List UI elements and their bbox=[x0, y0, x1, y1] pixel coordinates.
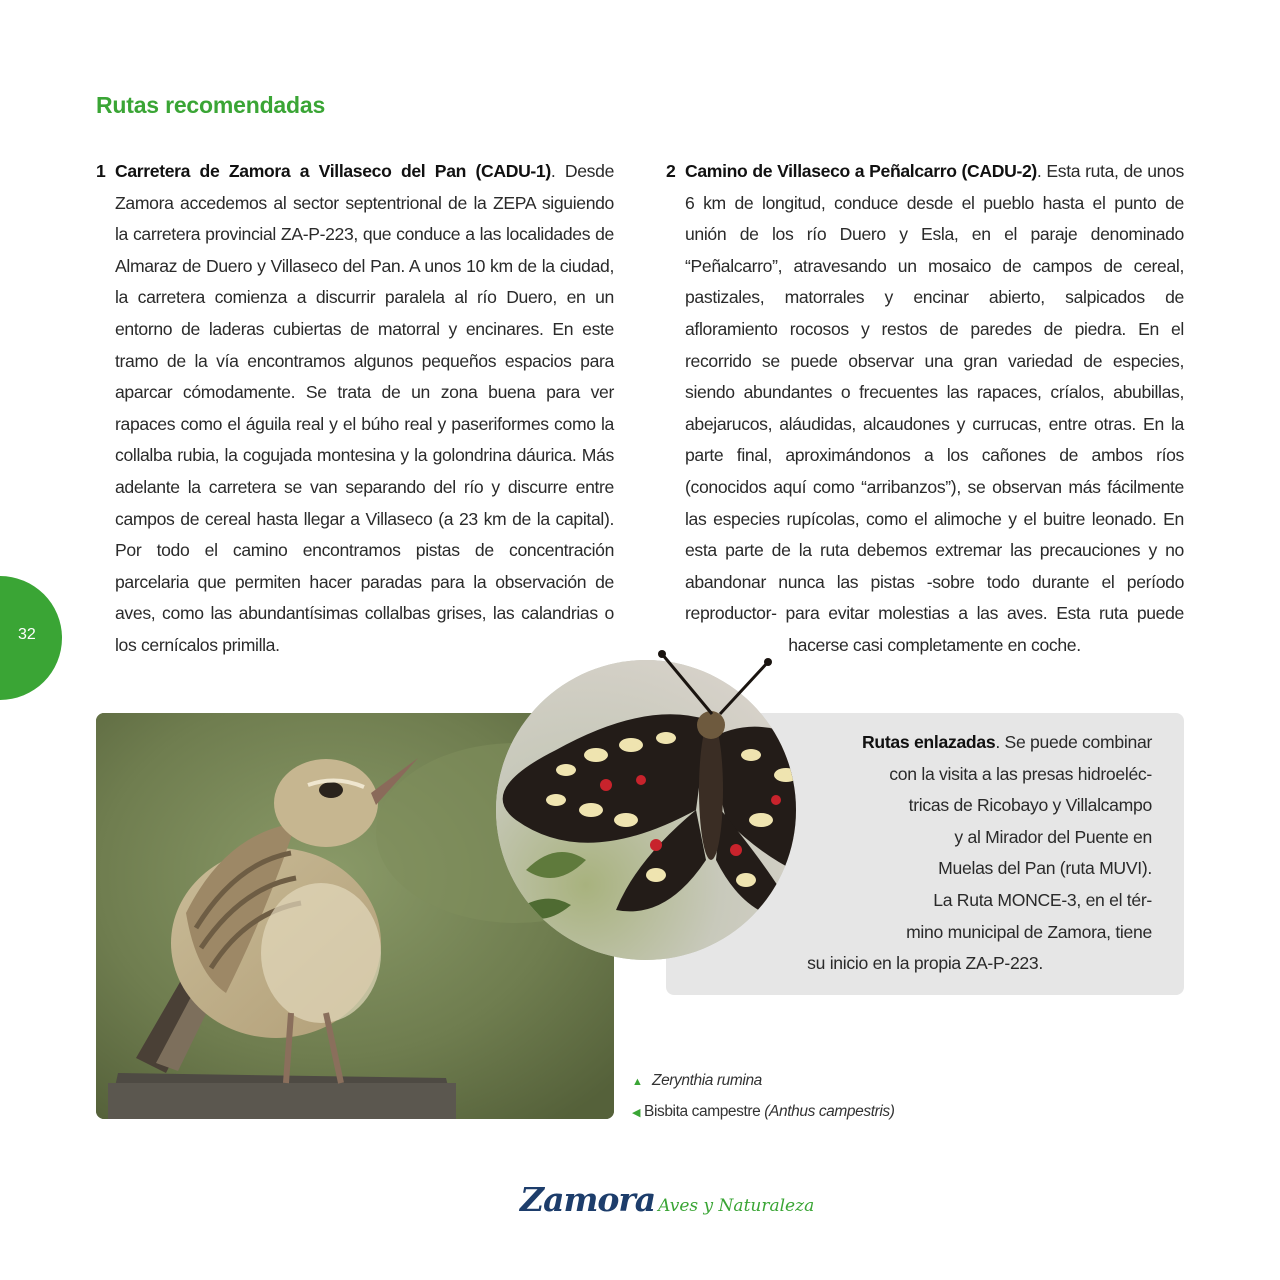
route-2-text: . Esta ruta, de unos 6 km de longitud, conduce desde el pueblo hasta el punto de unión de los río Duero y Esla, en el paraje denominado “Peñalcarro”, atravesando un mosaico de campos de cereal, pastizales, matorrales y encinar abierto, salpicados de afloramiento rocosos y restos de paredes de piedra. En el recorrido se puede observar una gran variedad de especies, siendo abundantes o frecuentes las rapaces, críalos, abubillas, abejarucos, aláudidas, alcaudones y currucas, entre otras. En la parte final, aproximándonos a los cañones de ambos ríos (conocidos aquí como “arribanzos”), se observan más fácilmente las especies rupícolas, como el alimoche y el buitre leonado. En esta parte de la ruta debemos extremar las precauciones y no abandonar nunca las pistas -sobre todo durante el período reproductor- para evitar molestias a las aves. Esta ruta puede hacerse casi completamente en coche. bbox=[685, 161, 1184, 655]
route-1-title: Carretera de Zamora a Villaseco del Pan (CADU-1) bbox=[115, 161, 551, 181]
linked-routes-line: Muelas del Pan (ruta MUVI). bbox=[938, 858, 1152, 879]
linked-routes-line: mino municipal de Zamora, tiene bbox=[906, 921, 1152, 942]
triangle-up-icon: ▲ bbox=[632, 1076, 643, 1088]
linked-routes-line: con la visita a las presas hidroeléc- bbox=[889, 763, 1152, 784]
triangle-left-icon: ◀ bbox=[632, 1107, 641, 1119]
route-2-number: 2 bbox=[666, 161, 676, 181]
linked-routes-line: y al Mirador del Puente en bbox=[954, 826, 1152, 847]
logo-sub: Aves y Naturaleza bbox=[658, 1196, 815, 1216]
caption-butterfly bbox=[632, 1068, 895, 1099]
photo-captions bbox=[632, 1068, 895, 1130]
butterfly-antennae bbox=[640, 648, 780, 718]
linked-routes-line: su inicio en la propia ZA-P-223. bbox=[807, 953, 1043, 974]
caption-butterfly-text: Zerynthia rumina bbox=[652, 1072, 762, 1089]
caption-bird-common: Bisbita campestre bbox=[644, 1103, 765, 1120]
linked-routes-title: Rutas enlazadas bbox=[861, 732, 996, 752]
route-1-number: 1 bbox=[96, 161, 106, 181]
linked-routes-line: La Ruta MONCE-3, en el tér- bbox=[933, 890, 1152, 910]
route-1-column bbox=[96, 156, 614, 662]
caption-bird bbox=[632, 1099, 895, 1130]
logo-main: Zamora bbox=[520, 1180, 656, 1219]
route-2-title: Camino de Villaseco a Peñalcarro (CADU-2) bbox=[685, 161, 1037, 181]
route-2-column bbox=[666, 156, 1184, 662]
zamora-logo bbox=[520, 1180, 815, 1230]
linked-routes-line: tricas de Ricobayo y Villalcampo bbox=[908, 795, 1152, 816]
linked-routes-line: Rutas enlazadas. Se puede combinar bbox=[861, 732, 1152, 752]
route-1-paragraph bbox=[115, 156, 614, 662]
caption-bird-scientific: (Anthus campestris) bbox=[764, 1103, 895, 1120]
route-1-text: . Desde Zamora accedemos al sector septentrional de la ZEPA siguiendo la carretera provincial ZA-P-223, que conduce a las localidades de Almaraz de Duero y Villaseco del Pan. A unos 10 km de la ciudad, la carretera comienza a discurrir paralela al río Duero, en un entorno de laderas cubiertas de matorral y encinares. En este tramo de la vía encontramos algunos pequeños espacios para aparcar cómodamente. Se trata de un zona buena para ver rapaces como el águila real y el búho real y paseriformes como la collalba rubia, la cogujada montesina y la golondrina dáurica. Más adelante la carretera se van separando del río y discurre entre campos de cereal hasta llegar a Villaseco (a 23 km de la capital). Por todo el camino encontramos pistas de concentración parcelaria que permiten hacer paradas para la observación de aves, como las abundantísimas collalbas grises, las calandrias o los cernícalos primilla. bbox=[115, 161, 615, 655]
page-heading: Rutas recomendadas bbox=[96, 92, 326, 118]
route-2-paragraph bbox=[685, 156, 1184, 662]
page-number: 32 bbox=[18, 626, 36, 643]
